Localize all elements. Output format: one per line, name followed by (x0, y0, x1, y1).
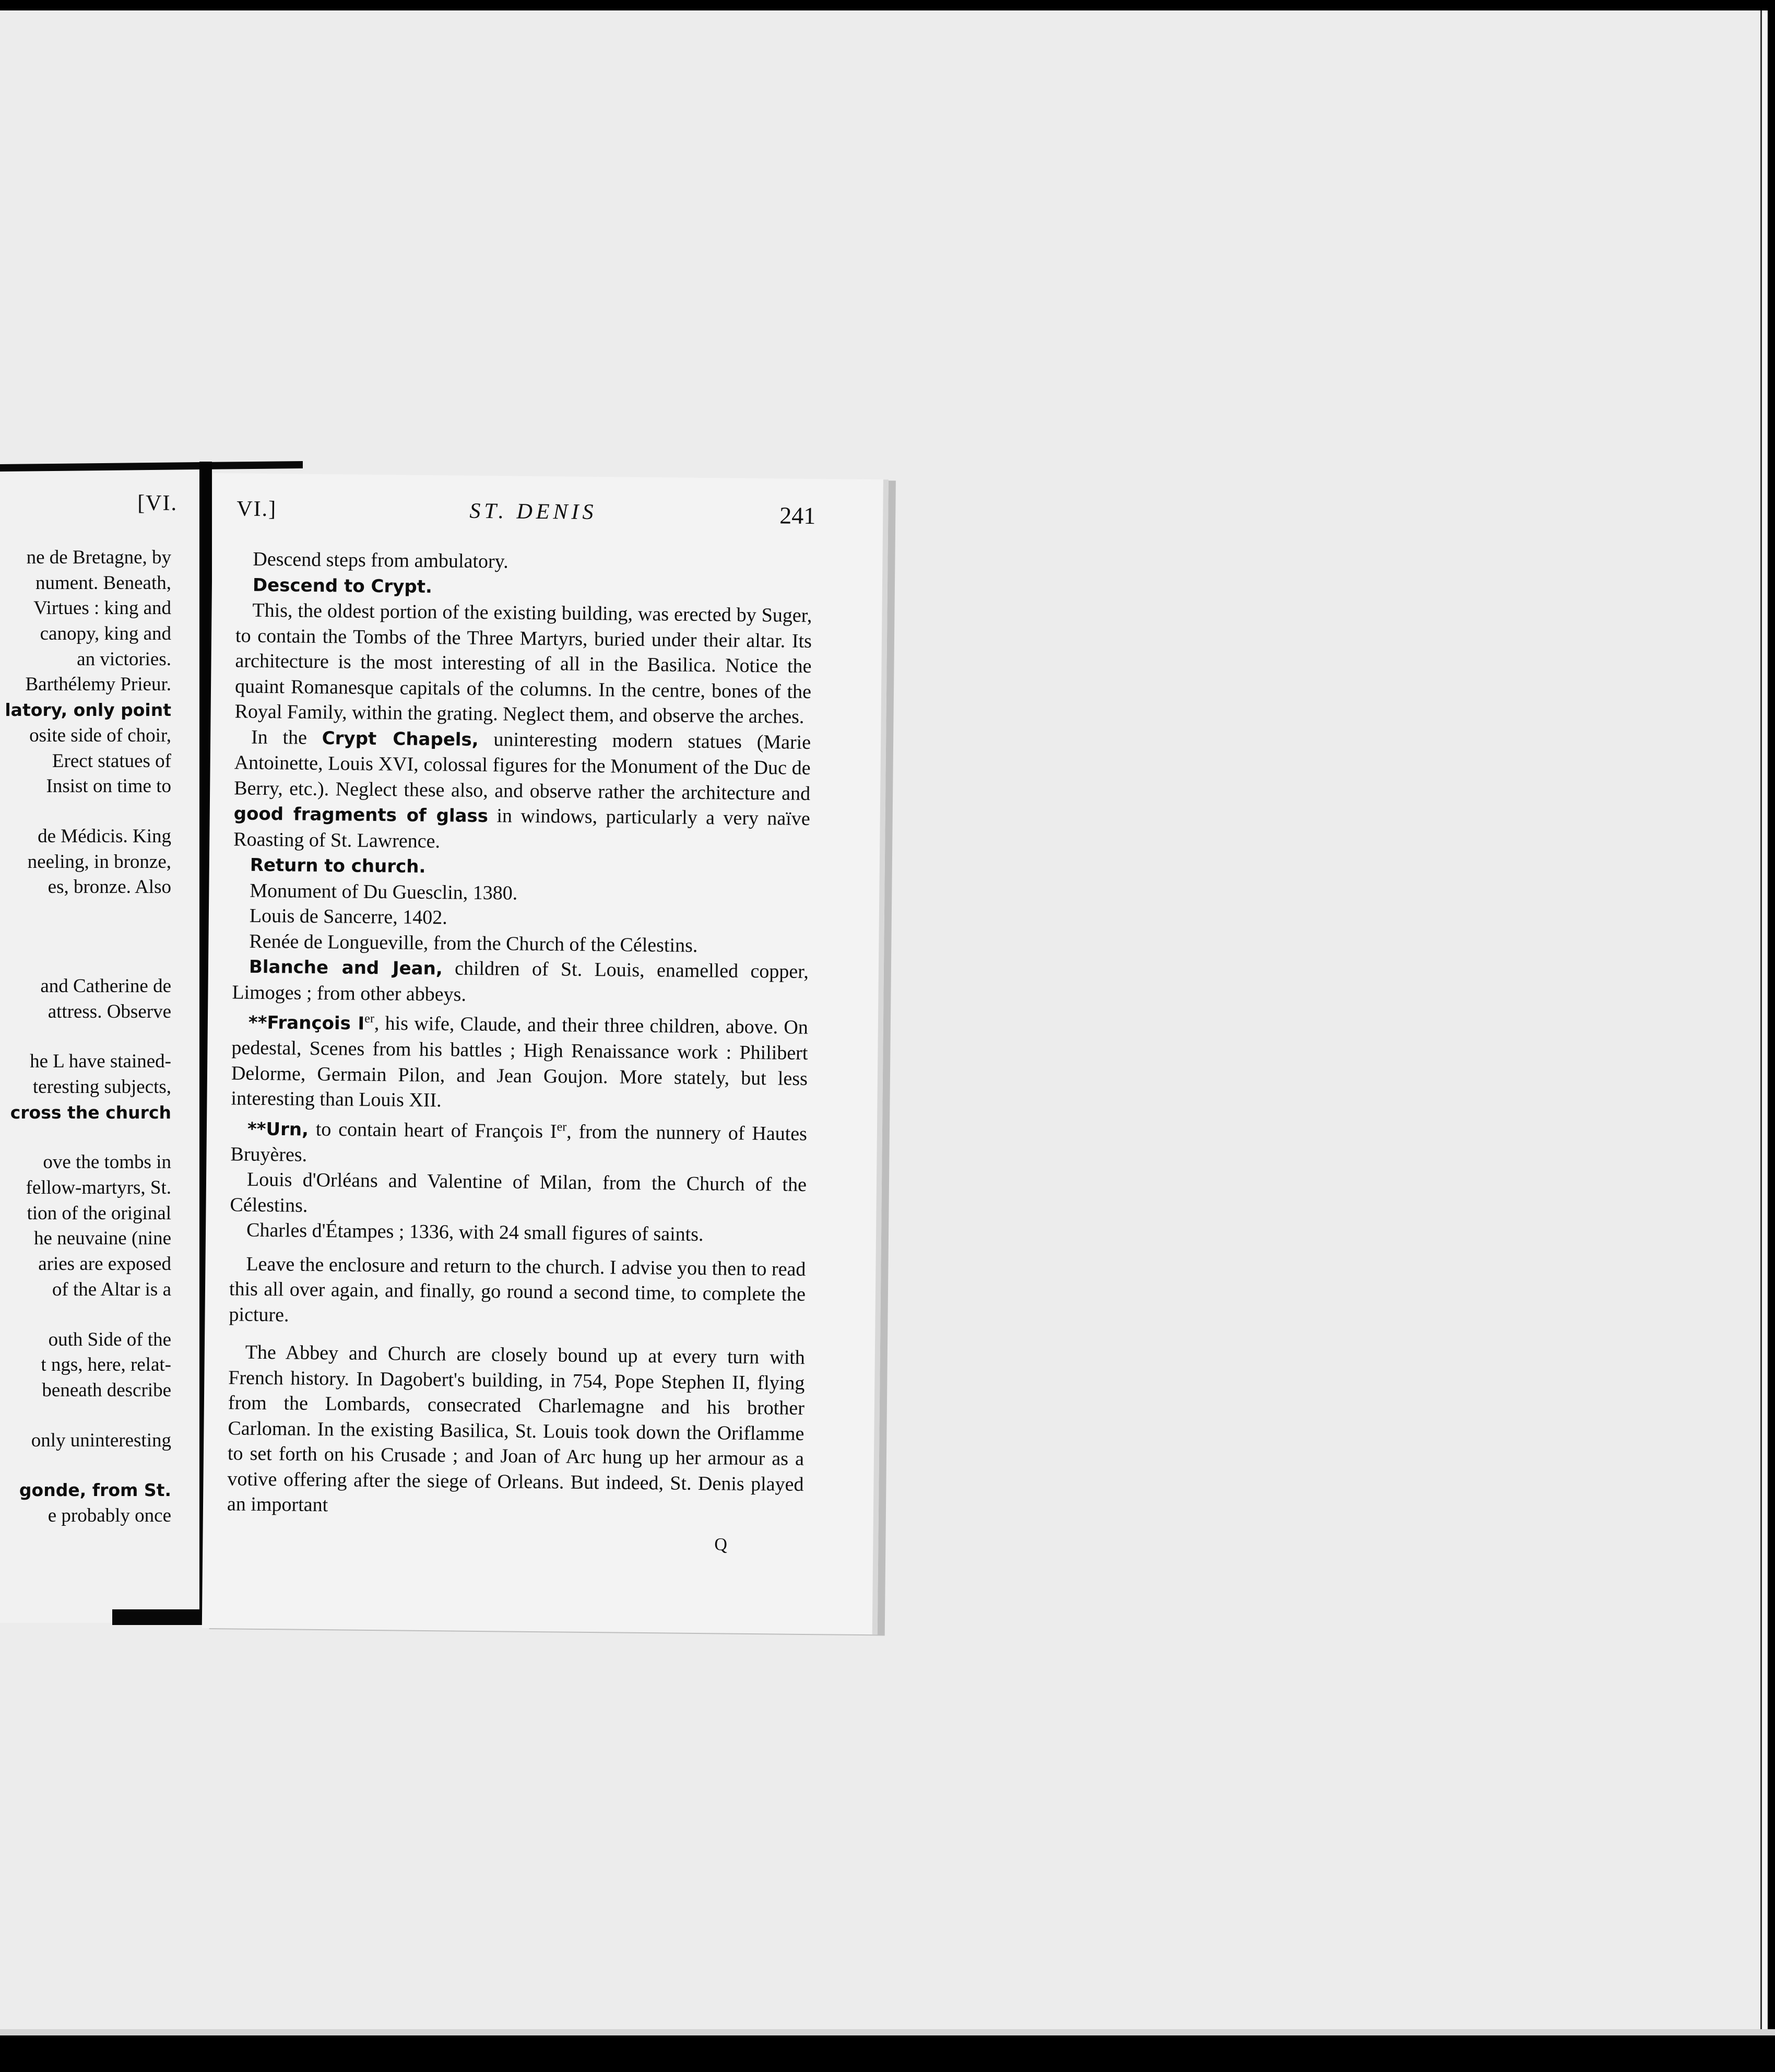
left-text-line: es, bronze. Also (48, 876, 171, 898)
page-number: 241 (779, 502, 816, 529)
left-text-line: gonde, from St. (19, 1480, 171, 1501)
heading: Descend to Crypt. (252, 574, 433, 597)
left-text-line (0, 925, 171, 949)
left-text-line: outh Side of the (48, 1328, 171, 1350)
left-text-line: of the Altar is a (52, 1278, 171, 1300)
left-page-text (0, 545, 171, 1529)
left-text-line (0, 949, 171, 974)
left-text-line: osite side of choir, (29, 724, 171, 746)
left-text-line: attress. Observe (48, 1000, 171, 1022)
left-text-line: an victories. (77, 648, 171, 670)
paragraph: This, the oldest portion of the existing building, was erected by Suger, to contain the Tombs of the Three Martyrs, buried under their altar. Its architecture is the most interesting of all in the Basilica. Notice the quaint Romanesque capitals of the columns. In the centre, bones of the Royal Family, within the grating. Neglect them, and observe the arches. (234, 599, 812, 728)
right-page (202, 473, 889, 1634)
paragraph: In the Crypt Chapels, uninteresting modern statues (Marie Antoinette, Louis XVI, colossal figures for the Monument of the Duc de Berry, etc.). Neglect these also, and observe rather the architecture and good fragments of glass in windows, particularly a very naïve Roasting of St. Lawrence. (233, 726, 811, 852)
left-text-line: only uninteresting (31, 1429, 171, 1451)
left-text-line: cross the church (10, 1102, 171, 1123)
heading: Return to church. (250, 854, 426, 877)
left-text-line: de Médicis. King (38, 825, 171, 847)
left-text-line: he L have stained- (30, 1051, 171, 1073)
left-text-line: tion of the original (27, 1202, 171, 1224)
scan-edge-right (1760, 10, 1766, 2052)
left-text-line: beneath describe (42, 1379, 171, 1401)
left-text-line (0, 1025, 171, 1049)
paragraph: **François Ier, his wife, Claude, and their three children, above. On pedestal, Scenes from his battles ; High Renaissance work : Philibert Delorme, Germain Pilon, and Jean Goujon. More stately, but less interesting than Louis XII. (231, 1011, 809, 1112)
paragraph: Leave the enclosure and return to the church. I advise you then to read this all over again, and finally, go round a second time, to complete the picture. (229, 1253, 806, 1326)
left-text-line (0, 799, 171, 824)
left-text-line (0, 900, 171, 925)
scan-border-bottom (0, 2035, 1775, 2072)
left-text-line: ne de Bretagne, by (26, 547, 171, 568)
left-text-line: Virtues : king and (33, 597, 171, 619)
paragraph: Louis d'Orléans and Valentine of Milan, from the Church of the Célestins. (230, 1169, 807, 1217)
left-text-line (0, 1125, 171, 1150)
left-text-line: e probably once (48, 1504, 171, 1526)
paragraph: Renée de Longueville, from the Church of the Célestins. (249, 930, 698, 957)
left-page (0, 468, 204, 1623)
left-text-line: he neuvaine (nine (34, 1228, 171, 1250)
left-text-line: Barthélemy Prieur. (25, 674, 171, 696)
paragraph: Descend steps from ambulatory. (253, 548, 508, 573)
scan-edge-bottom (0, 2029, 1775, 2035)
left-text-line: canopy, king and (40, 623, 171, 645)
paragraph: The Abbey and Church are closely bound up at every turn with French history. In Dagobert's building, in 754, Pope Stephen II, flying from the Lombards, consecrated Charlemagne and his brother Carloman. In the existing Basilica, St. Louis took down the Oriflamme to set forth on his Crusade ; and Joan of Arc hung up her armour as a votive offering after the siege of Orleans. But indeed, St. Denis played an important (227, 1341, 805, 1516)
left-text-line: Insist on time to (46, 775, 171, 797)
paragraph: Charles d'Étampes ; 1336, with 24 small figures of saints. (246, 1219, 704, 1246)
left-text-line: ove the tombs in (43, 1151, 171, 1173)
signature-mark: Q (714, 1535, 728, 1555)
paragraph: **Urn, to contain heart of François Ier, from the nunnery of Hautes Bruyères. (230, 1118, 808, 1166)
paragraph: Blanche and Jean, children of St. Louis, enamelled copper, Limoges ; from other abbeys. (232, 956, 809, 1006)
left-text-line: latory, only point (5, 700, 171, 721)
page-body (227, 546, 813, 1522)
scan-border-right (1768, 0, 1775, 2072)
left-text-line (0, 1303, 171, 1327)
left-text-line: neeling, in bronze, (27, 851, 171, 873)
paragraph: Monument of Du Guesclin, 1380. (250, 879, 518, 904)
running-head (212, 496, 883, 534)
left-text-line: and Catherine de (40, 975, 171, 997)
left-text-line (0, 1404, 171, 1428)
page-title: ST. DENIS (469, 499, 597, 525)
left-text-line: teresting subjects, (32, 1076, 171, 1098)
left-running-head: [VI. (137, 491, 178, 515)
left-text-line: t ngs, here, relat- (41, 1354, 171, 1376)
left-text-line: fellow-martyrs, St. (26, 1177, 171, 1199)
left-text-line (0, 1453, 171, 1478)
section-number: VI.] (236, 497, 277, 522)
left-text-line: aries are exposed (38, 1253, 171, 1275)
left-text-line: Erect statues of (52, 750, 171, 772)
paragraph: Louis de Sancerre, 1402. (249, 904, 447, 929)
left-text-line: nument. Beneath, (36, 572, 171, 594)
scan-border-top (0, 0, 1775, 10)
